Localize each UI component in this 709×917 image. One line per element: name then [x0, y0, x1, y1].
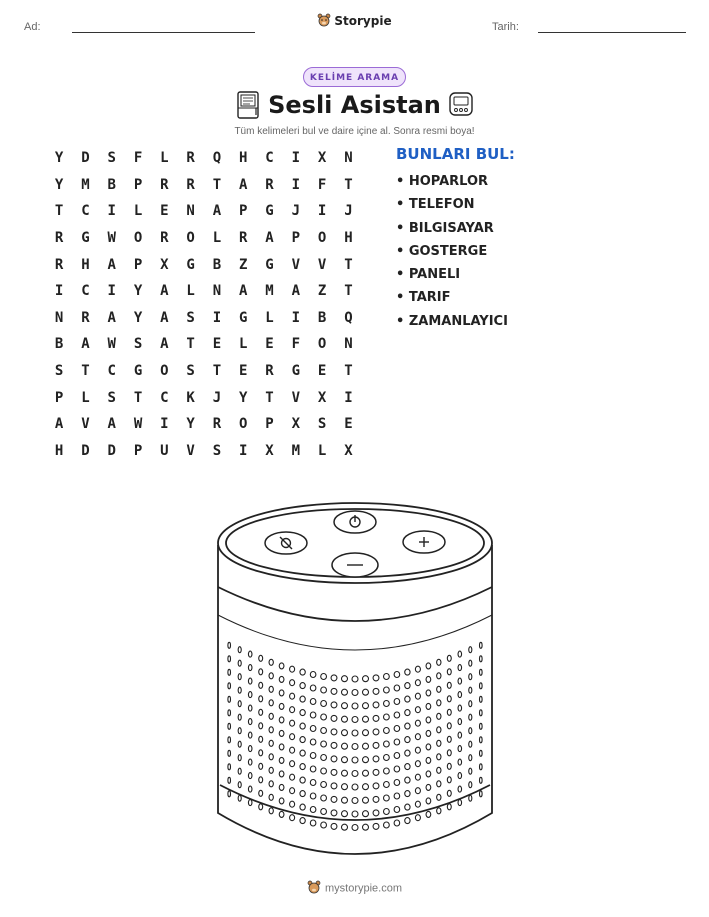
grid-letter[interactable]: I	[107, 203, 116, 220]
grid-letter[interactable]: N	[212, 283, 222, 300]
grid-letter[interactable]: X	[317, 150, 327, 167]
grid-letter[interactable]: A	[160, 309, 169, 326]
grid-letter[interactable]: E	[239, 363, 248, 380]
grid-letter[interactable]: C	[107, 363, 116, 380]
grid-letter[interactable]: B	[317, 309, 327, 326]
grid-letter[interactable]: A	[265, 230, 274, 247]
grid-letter[interactable]: A	[212, 203, 222, 220]
grid-letter[interactable]: V	[291, 256, 301, 273]
footer	[0, 880, 709, 897]
page-title: Sesli Asistan	[268, 91, 441, 119]
grid-letter[interactable]: R	[160, 176, 169, 193]
grid-letter[interactable]: F	[291, 336, 301, 353]
grid-letter[interactable]: I	[291, 309, 301, 326]
grid-letter[interactable]: H	[239, 150, 248, 167]
bear-mascot-icon	[317, 13, 331, 30]
word-list-item: • ZAMANLAYICI	[396, 313, 508, 329]
bear-mascot-icon	[307, 880, 321, 897]
grid-letter[interactable]: N	[344, 336, 353, 353]
grid-letter[interactable]: L	[239, 336, 248, 353]
grid-letter[interactable]: T	[265, 389, 274, 406]
grid-letter[interactable]: I	[317, 203, 327, 220]
grid-letter[interactable]: O	[239, 416, 248, 433]
grid-row	[46, 305, 362, 332]
grid-letter[interactable]: M	[81, 176, 90, 193]
grid-letter[interactable]: O	[186, 230, 195, 247]
grid-letter[interactable]: T	[212, 363, 222, 380]
grid-letter[interactable]: S	[317, 416, 327, 433]
grid-letter[interactable]: X	[160, 256, 169, 273]
grid-letter[interactable]: T	[212, 176, 222, 193]
grid-letter[interactable]: R	[186, 150, 195, 167]
grid-letter[interactable]: U	[160, 442, 169, 459]
grid-letter[interactable]: M	[291, 442, 301, 459]
grid-letter[interactable]: R	[212, 416, 222, 433]
grid-letter[interactable]: J	[344, 203, 353, 220]
grid-letter[interactable]: I	[107, 283, 116, 300]
grid-letter[interactable]: S	[107, 150, 116, 167]
grid-letter[interactable]: G	[186, 256, 195, 273]
grid-letter[interactable]: T	[344, 176, 353, 193]
grid-letter[interactable]: R	[265, 363, 274, 380]
grid-letter[interactable]: H	[54, 442, 64, 459]
grid-letter[interactable]: D	[81, 150, 90, 167]
grid-letter[interactable]: G	[133, 363, 143, 380]
grid-letter[interactable]: T	[344, 283, 353, 300]
grid-letter[interactable]: I	[54, 283, 64, 300]
grid-letter[interactable]: T	[54, 203, 64, 220]
grid-letter[interactable]: I	[212, 309, 222, 326]
grid-letter[interactable]: O	[160, 363, 169, 380]
grid-letter[interactable]: D	[81, 442, 90, 459]
grid-letter[interactable]: P	[265, 416, 274, 433]
footer-url[interactable]: mystorypie.com	[324, 882, 403, 895]
grid-letter[interactable]: L	[81, 389, 90, 406]
grid-letter[interactable]: S	[107, 389, 116, 406]
grid-letter[interactable]: A	[54, 416, 64, 433]
grid-letter[interactable]: G	[265, 256, 274, 273]
grid-letter[interactable]: X	[265, 442, 274, 459]
brand-logo	[0, 13, 709, 30]
grid-letter[interactable]: C	[81, 203, 90, 220]
word-list-title: BUNLARI BUL:	[396, 145, 515, 163]
alarm-clock-icon	[448, 91, 474, 121]
word-list-item: • PANELI	[396, 267, 461, 283]
grid-row	[46, 331, 362, 358]
grid-letter[interactable]: O	[317, 336, 327, 353]
grid-letter[interactable]: J	[291, 203, 301, 220]
grid-letter[interactable]: C	[160, 389, 169, 406]
word-list-item: • TARIF	[396, 290, 451, 306]
grid-letter[interactable]: Z	[317, 283, 327, 300]
brand-name: Storypie	[334, 14, 392, 28]
grid-letter[interactable]: T	[344, 363, 353, 380]
grid-letter[interactable]: W	[133, 416, 143, 433]
grid-letter[interactable]: G	[239, 309, 248, 326]
grid-letter[interactable]: O	[317, 230, 327, 247]
grid-letter[interactable]: E	[212, 336, 222, 353]
grid-letter[interactable]: R	[186, 176, 195, 193]
grid-letter[interactable]: C	[265, 150, 274, 167]
grid-row	[46, 411, 362, 438]
grid-letter[interactable]: B	[212, 256, 222, 273]
grid-letter[interactable]: L	[186, 283, 195, 300]
grid-letter[interactable]: I	[160, 416, 169, 433]
grid-letter[interactable]: R	[54, 230, 64, 247]
grid-row	[46, 358, 362, 385]
grid-letter[interactable]: Z	[239, 256, 248, 273]
date-line	[538, 32, 686, 33]
grid-letter[interactable]: E	[317, 363, 327, 380]
grid-letter[interactable]: A	[239, 176, 248, 193]
grid-letter[interactable]: A	[291, 283, 301, 300]
grid-letter[interactable]: E	[344, 416, 353, 433]
grid-letter[interactable]: H	[344, 230, 353, 247]
grid-row	[46, 251, 362, 278]
grid-letter[interactable]: H	[81, 256, 90, 273]
grid-letter[interactable]: L	[265, 309, 274, 326]
grid-letter[interactable]: A	[239, 283, 248, 300]
grid-letter[interactable]: Y	[133, 283, 143, 300]
grid-letter[interactable]: O	[133, 230, 143, 247]
grid-letter[interactable]: A	[107, 309, 116, 326]
grid-letter[interactable]: P	[133, 442, 143, 459]
grid-letter[interactable]: P	[133, 256, 143, 273]
grid-letter[interactable]: R	[81, 309, 90, 326]
grid-letter[interactable]: W	[107, 230, 116, 247]
word-list-item: • GOSTERGE	[396, 243, 488, 259]
grid-letter[interactable]: T	[81, 363, 90, 380]
grid-letter[interactable]: C	[81, 283, 90, 300]
grid-letter[interactable]: K	[186, 389, 195, 406]
grid-row	[46, 384, 362, 411]
grid-letter[interactable]: I	[291, 150, 301, 167]
grid-letter[interactable]: G	[81, 230, 90, 247]
grid-letter[interactable]: V	[291, 389, 301, 406]
category-badge: KELİME ARAMA	[303, 67, 406, 87]
grid-letter[interactable]: Y	[54, 176, 64, 193]
grid-letter[interactable]: N	[186, 203, 195, 220]
grid-letter[interactable]: L	[212, 230, 222, 247]
word-list-item: • HOPARLOR	[396, 174, 489, 189]
grid-letter[interactable]: R	[160, 230, 169, 247]
grid-letter[interactable]: W	[107, 336, 116, 353]
grid-letter[interactable]: E	[160, 203, 169, 220]
grid-letter[interactable]: L	[160, 150, 169, 167]
grid-letter[interactable]: V	[81, 416, 90, 433]
grid-letter[interactable]: X	[344, 442, 353, 459]
grid-letter[interactable]: Q	[212, 150, 222, 167]
grid-letter[interactable]: P	[291, 230, 301, 247]
grid-letter[interactable]: A	[160, 336, 169, 353]
grid-letter[interactable]: R	[239, 230, 248, 247]
grid-letter[interactable]: S	[212, 442, 222, 459]
grid-letter[interactable]: G	[291, 363, 301, 380]
grid-letter[interactable]: S	[186, 363, 195, 380]
grid-letter[interactable]: F	[133, 150, 143, 167]
word-list	[396, 170, 508, 333]
grid-letter[interactable]: I	[344, 389, 353, 406]
grid-row	[46, 172, 362, 199]
grid-letter[interactable]: N	[344, 150, 353, 167]
grid-row	[46, 198, 362, 225]
instructions: Tüm kelimeleri bul ve daire içine al. Sonra resmi boya!	[234, 126, 475, 137]
grid-letter[interactable]: A	[107, 256, 116, 273]
grid-letter[interactable]: S	[54, 363, 64, 380]
grid-letter[interactable]: E	[265, 336, 274, 353]
smart-speaker-illustration	[210, 495, 500, 874]
grid-letter[interactable]: I	[291, 176, 301, 193]
grid-row	[46, 278, 362, 305]
grid-letter[interactable]: T	[186, 336, 195, 353]
grid-letter[interactable]: F	[317, 176, 327, 193]
grid-letter[interactable]: B	[54, 336, 64, 353]
grid-letter[interactable]: R	[54, 256, 64, 273]
grid-letter[interactable]: T	[344, 256, 353, 273]
grid-letter[interactable]: V	[186, 442, 195, 459]
grid-letter[interactable]: V	[317, 256, 327, 273]
grid-letter[interactable]: Y	[186, 416, 195, 433]
grid-letter[interactable]: Q	[344, 309, 353, 326]
grid-letter[interactable]: P	[133, 176, 143, 193]
grid-letter[interactable]: T	[133, 389, 143, 406]
grid-letter[interactable]: X	[317, 389, 327, 406]
word-search-grid	[46, 145, 362, 464]
grid-row	[46, 225, 362, 252]
grid-letter[interactable]: P	[239, 203, 248, 220]
grid-letter[interactable]: X	[291, 416, 301, 433]
grid-letter[interactable]: Y	[133, 309, 143, 326]
grid-letter[interactable]: N	[54, 309, 64, 326]
grid-row	[46, 145, 362, 172]
grid-letter[interactable]: L	[317, 442, 327, 459]
grid-letter[interactable]: P	[54, 389, 64, 406]
grid-letter[interactable]: Y	[239, 389, 248, 406]
word-list-item: • BILGISAYAR	[396, 220, 494, 236]
date-label: Tarih:	[492, 21, 519, 33]
grid-letter[interactable]: J	[212, 389, 222, 406]
grid-letter[interactable]: G	[265, 203, 274, 220]
grid-letter[interactable]: I	[239, 442, 248, 459]
name-label: Ad:	[24, 21, 41, 33]
grid-letter[interactable]: S	[186, 309, 195, 326]
grid-letter[interactable]: Y	[54, 150, 64, 167]
name-line	[72, 32, 255, 33]
grid-letter[interactable]: A	[81, 336, 90, 353]
grid-letter[interactable]: B	[107, 176, 116, 193]
word-list-item: • TELEFON	[396, 197, 475, 213]
grid-letter[interactable]: R	[265, 176, 274, 193]
grid-letter[interactable]: S	[133, 336, 143, 353]
grid-letter[interactable]: A	[160, 283, 169, 300]
grid-letter[interactable]: A	[107, 416, 116, 433]
grid-letter[interactable]: D	[107, 442, 116, 459]
grid-row	[46, 438, 362, 465]
grid-letter[interactable]: L	[133, 203, 143, 220]
grid-letter[interactable]: M	[265, 283, 274, 300]
